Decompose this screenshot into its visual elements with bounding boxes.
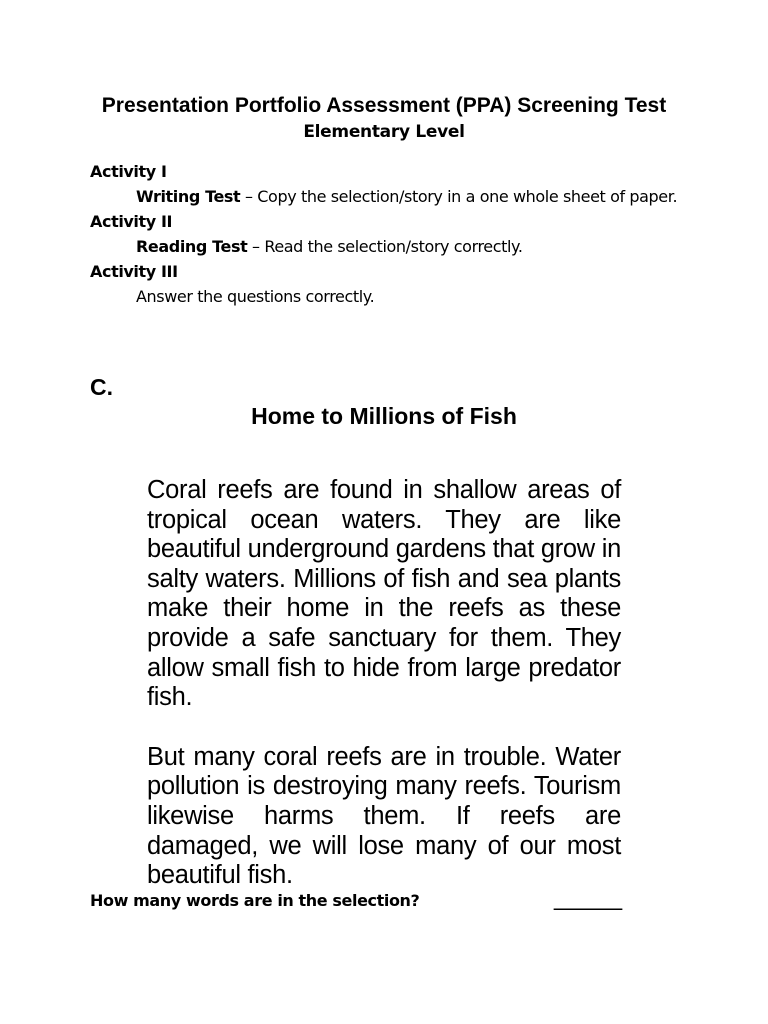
page-title: Presentation Portfolio Assessment (PPA) Screening Test bbox=[101, 94, 667, 117]
activity-heading: Activity III bbox=[90, 262, 178, 281]
activity-text: – Read the selection/story correctly. bbox=[247, 237, 523, 256]
section-letter: C. bbox=[90, 374, 113, 400]
activity-text: Answer the questions correctly. bbox=[136, 287, 375, 306]
activity-heading: Activity I bbox=[90, 162, 167, 181]
question-row bbox=[90, 891, 622, 910]
activity-instruction bbox=[90, 234, 690, 260]
activity-heading: Activity II bbox=[90, 212, 173, 231]
activity-label: Writing Test bbox=[136, 187, 241, 206]
activity-instruction bbox=[90, 284, 690, 310]
activity-instruction bbox=[90, 184, 690, 210]
page-subtitle: Elementary Level bbox=[303, 122, 465, 142]
activity-label: Reading Test bbox=[136, 237, 248, 256]
activity-1 bbox=[90, 160, 690, 210]
story-paragraph: But many coral reefs are in trouble. Water pollution is destroying many reefs. Tourism likewise harms them. If reefs are damaged, we will lose many of our most beautiful fish. bbox=[147, 742, 621, 890]
activity-list bbox=[90, 160, 690, 310]
story-body bbox=[147, 476, 621, 891]
activity-text: – Copy the selection/story in a one whole sheet of paper. bbox=[240, 187, 678, 206]
story-paragraph: Coral reefs are found in shallow areas of tropical ocean waters. They are like beautiful underground gardens that grow in salty waters. Millions of fish and sea plants make their home in the reefs as these provide a safe sanctuary for them. They allow small fish to hide from large predator fish. bbox=[147, 476, 621, 712]
question-text: How many words are in the selection? bbox=[90, 891, 420, 910]
activity-3 bbox=[90, 260, 690, 310]
answer-blank: _________ bbox=[553, 891, 622, 910]
story-title: Home to Millions of Fish bbox=[251, 403, 517, 429]
activity-2 bbox=[90, 210, 690, 260]
